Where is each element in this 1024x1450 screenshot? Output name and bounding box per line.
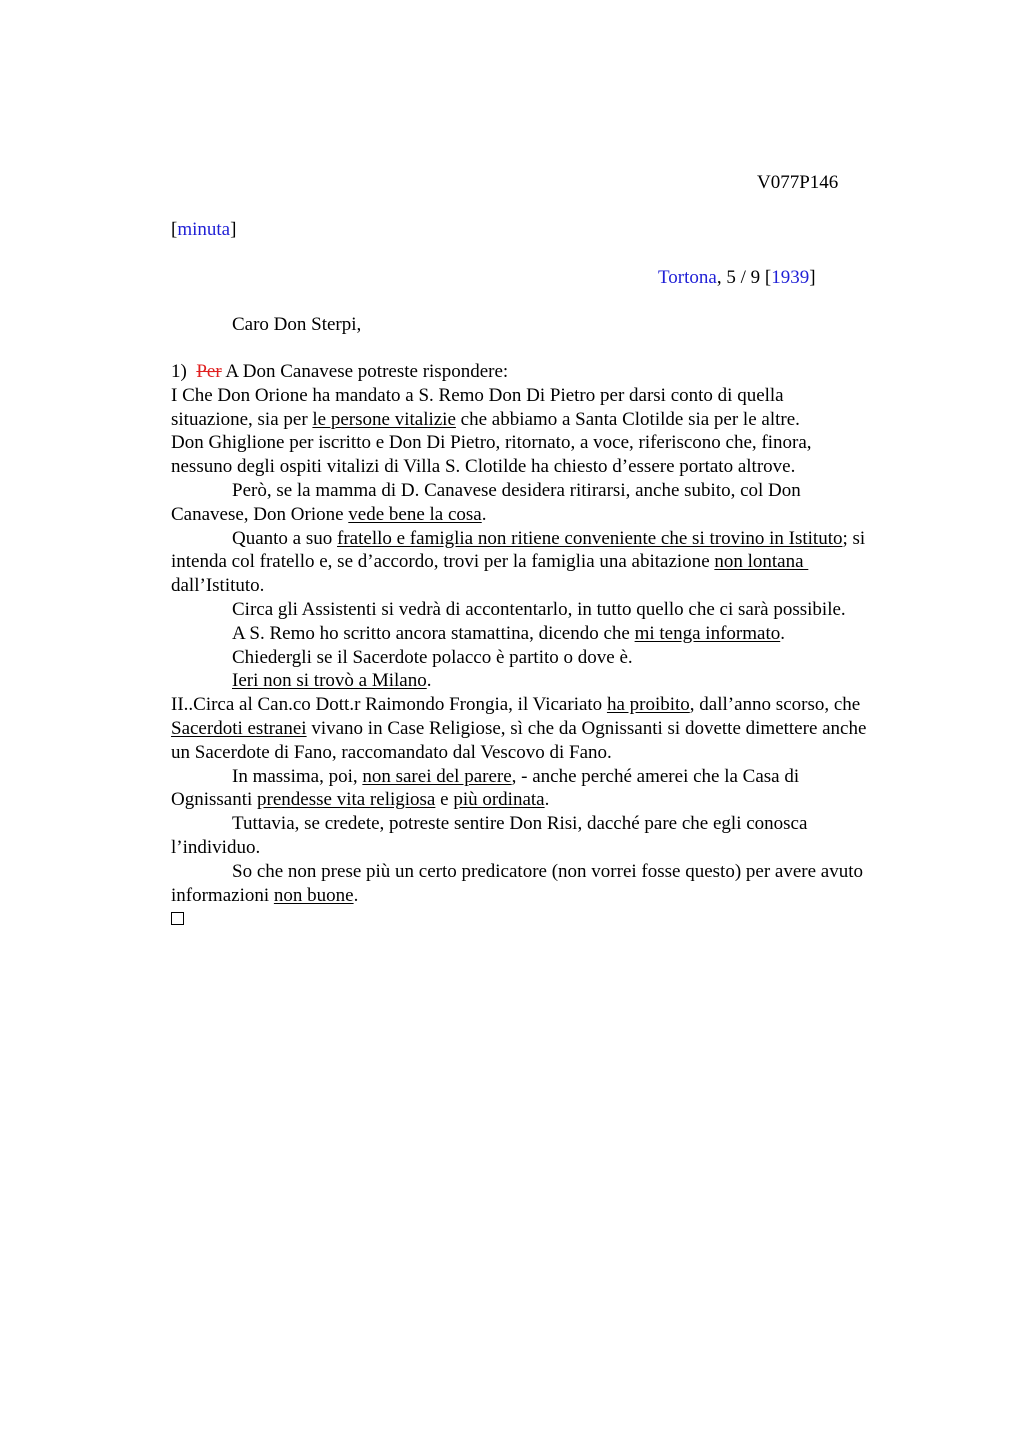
underlined-text: non lontana (714, 551, 809, 573)
text-line: Sacerdoti estranei vivano in Case Religiose, sì che da Ognissanti si dovette dimettere anche (171, 717, 867, 739)
text-line: Ieri non si trovò a Milano. (232, 670, 432, 692)
reference-code: V077P146 (757, 172, 839, 193)
end-marker (171, 907, 931, 931)
underlined-text: prendesse vita religiosa (257, 789, 436, 811)
underlined-text: fratello e famiglia non ritiene conveniente che si trovino in Istituto (337, 527, 843, 549)
date-line: Tortona, 5 / 9 [1939] (658, 267, 816, 288)
square-box-icon (171, 912, 184, 925)
text-line: Circa gli Assistenti si vedrà di accontentarlo, in tutto quello che ci sarà possibile. (232, 598, 846, 620)
text-line: I Che Don Orione ha mandato a S. Remo Don Di Pietro per darsi conto di quella (171, 384, 784, 406)
text-line: Ognissanti prendesse vita religiosa e più ordinata. (171, 789, 550, 811)
text-line: Canavese, Don Orione vede bene la cosa. (171, 503, 487, 525)
salutation: Caro Don Sterpi, (232, 314, 362, 335)
deleted-word: Per (196, 361, 222, 382)
text-line: dall’Istituto. (171, 575, 265, 597)
text-line: intenda col fratello e, se d’accordo, trovi per la famiglia una abitazione non lontana (171, 551, 809, 573)
underlined-text: non buone (273, 884, 354, 906)
text-line: II..Circa al Can.co Dott.r Raimondo Frongia, il Vicariato ha proibito, dall’anno scorso, che (171, 694, 861, 716)
draft-label: minuta (177, 219, 231, 240)
text-line: situazione, sia per le persone vitalizie che abbiamo a Santa Clotilde sia per le altre. (171, 408, 800, 430)
text-line: Quanto a suo fratello e famiglia non ritiene conveniente che si trovino in Istituto; si (232, 527, 866, 549)
underlined-text: Sacerdoti estranei (171, 717, 307, 739)
text-line: So che non prese più un certo predicatore (non vorrei fosse questo) per avere avuto (232, 860, 863, 882)
text-line: Tuttavia, se credete, potreste sentire Don Risi, dacché pare che egli conosca (232, 813, 808, 835)
text-line: A S. Remo ho scritto ancora stamattina, dicendo che mi tenga informato. (232, 622, 785, 644)
underlined-text: vede bene la cosa (348, 503, 482, 525)
text-line: informazioni non buone. (171, 884, 359, 906)
letter-body (171, 360, 931, 931)
underlined-text: mi tenga informato (634, 622, 781, 644)
text-line: Don Ghiglione per iscritto e Don Di Pietro, ritornato, a voce, riferiscono che, finora, (171, 432, 812, 454)
date-year: 1939 (771, 267, 810, 288)
underlined-text: Ieri non si trovò a Milano (232, 670, 427, 692)
underlined-text: più ordinata (453, 789, 545, 811)
text-line: Chiedergli se il Sacerdote polacco è partito o dove è. (232, 646, 633, 668)
text-line: un Sacerdote di Fano, raccomandato dal Vescovo di Fano. (171, 741, 612, 763)
text-line: l’individuo. (171, 836, 261, 858)
date-place: Tortona (658, 267, 717, 288)
document-page (171, 0, 931, 1450)
underlined-text: le persone vitalizie (312, 408, 456, 430)
underlined-text: non sarei del parere (362, 765, 512, 787)
underlined-text: ha proibito (606, 694, 690, 716)
text-line: In massima, poi, non sarei del parere, - anche perché amerei che la Casa di (232, 765, 800, 787)
text-line: Però, se la mamma di D. Canavese desidera ritirarsi, anche subito, col Don (232, 479, 801, 501)
text-line: nessuno degli ospiti vitalizi di Villa S. Clotilde ha chiesto d’essere portato altrove. (171, 456, 796, 478)
item-1-heading: 1) Per A Don Canavese potreste rispondere: (171, 361, 509, 382)
draft-tag: [minuta] (171, 219, 237, 240)
